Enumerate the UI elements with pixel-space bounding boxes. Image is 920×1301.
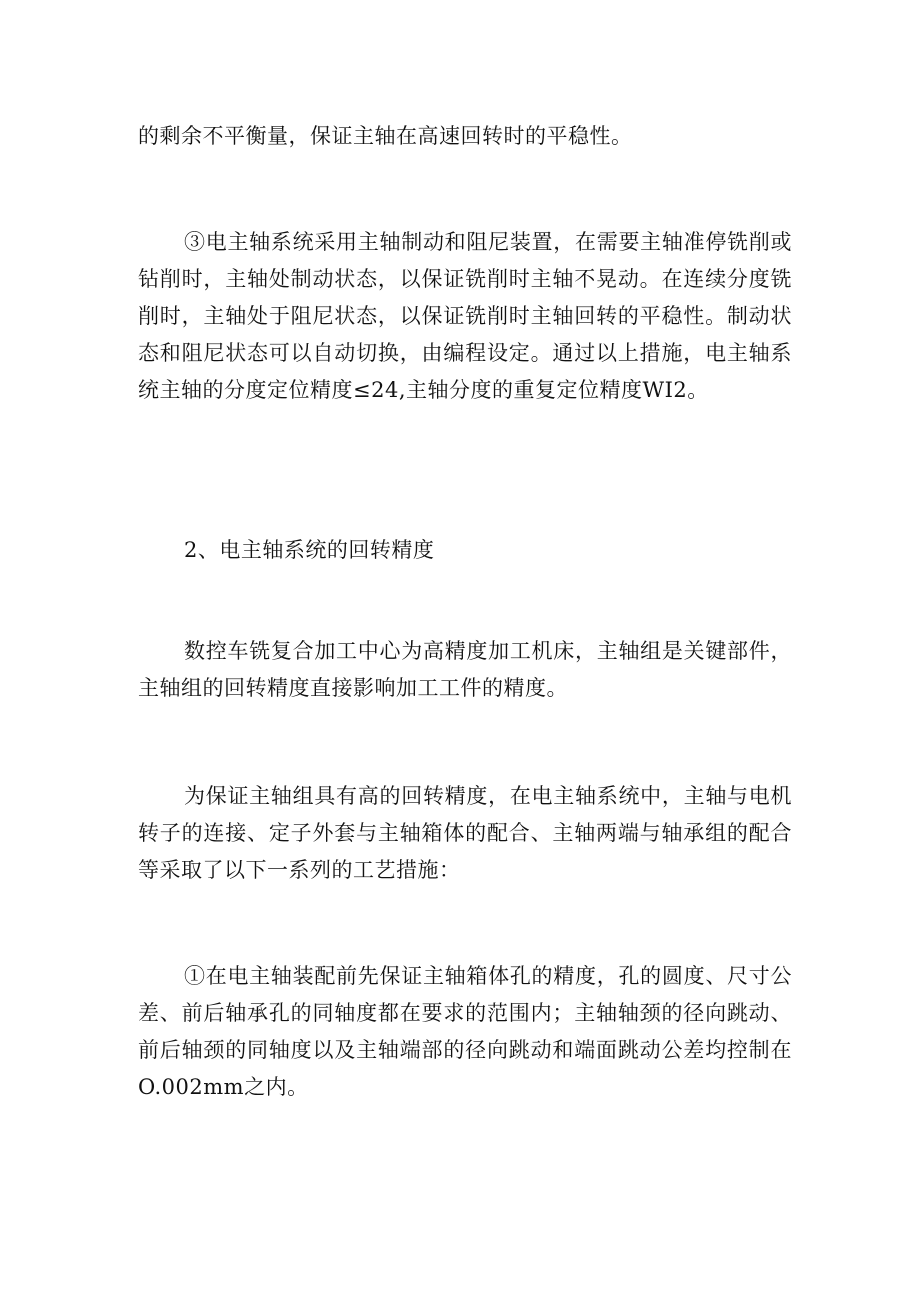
paragraph-brake-damping: ③电主轴系统采用主轴制动和阻尼装置，在需要主轴准停铣削或钻削时，主轴处制动状态，以保证铣削时主轴不晃动。在连续分度铣削时，主轴处于阻尼状态，以保证铣削时主轴回转的平稳性。制动状态和阻尼状态可以自动切换，由编程设定。通过以上措施，电主轴系统主轴的分度定位精度≤24,主轴分度的重复定位精度WI2。 [138,230,792,402]
paragraph-spindle-importance: 数控车铣复合加工中心为高精度加工机床，主轴组是关键部件，主轴组的回转精度直接影响加工工件的精度。 [138,639,792,700]
paragraph-process-measures-intro: 为保证主轴组具有高的回转精度，在电主轴系统中，主轴与电机转子的连接、定子外套与主轴箱体的配合、主轴两端与轴承组的配合等采取了以下一系列的工艺措施： [138,784,792,882]
paragraph-balance-continuation: 的剩余不平衡量，保证主轴在高速回转时的平稳性。 [138,124,633,148]
paragraph-measure-one: ①在电主轴装配前先保证主轴箱体孔的精度，孔的圆度、尺寸公差、前后轴承孔的同轴度都在要求的范围内；主轴轴颈的径向跳动、前后轴颈的同轴度以及主轴端部的径向跳动和端面跳动公差均控制在O.002mm之内。 [138,964,792,1099]
section-heading-rotation-accuracy: 2、电主轴系统的回转精度 [184,538,435,562]
